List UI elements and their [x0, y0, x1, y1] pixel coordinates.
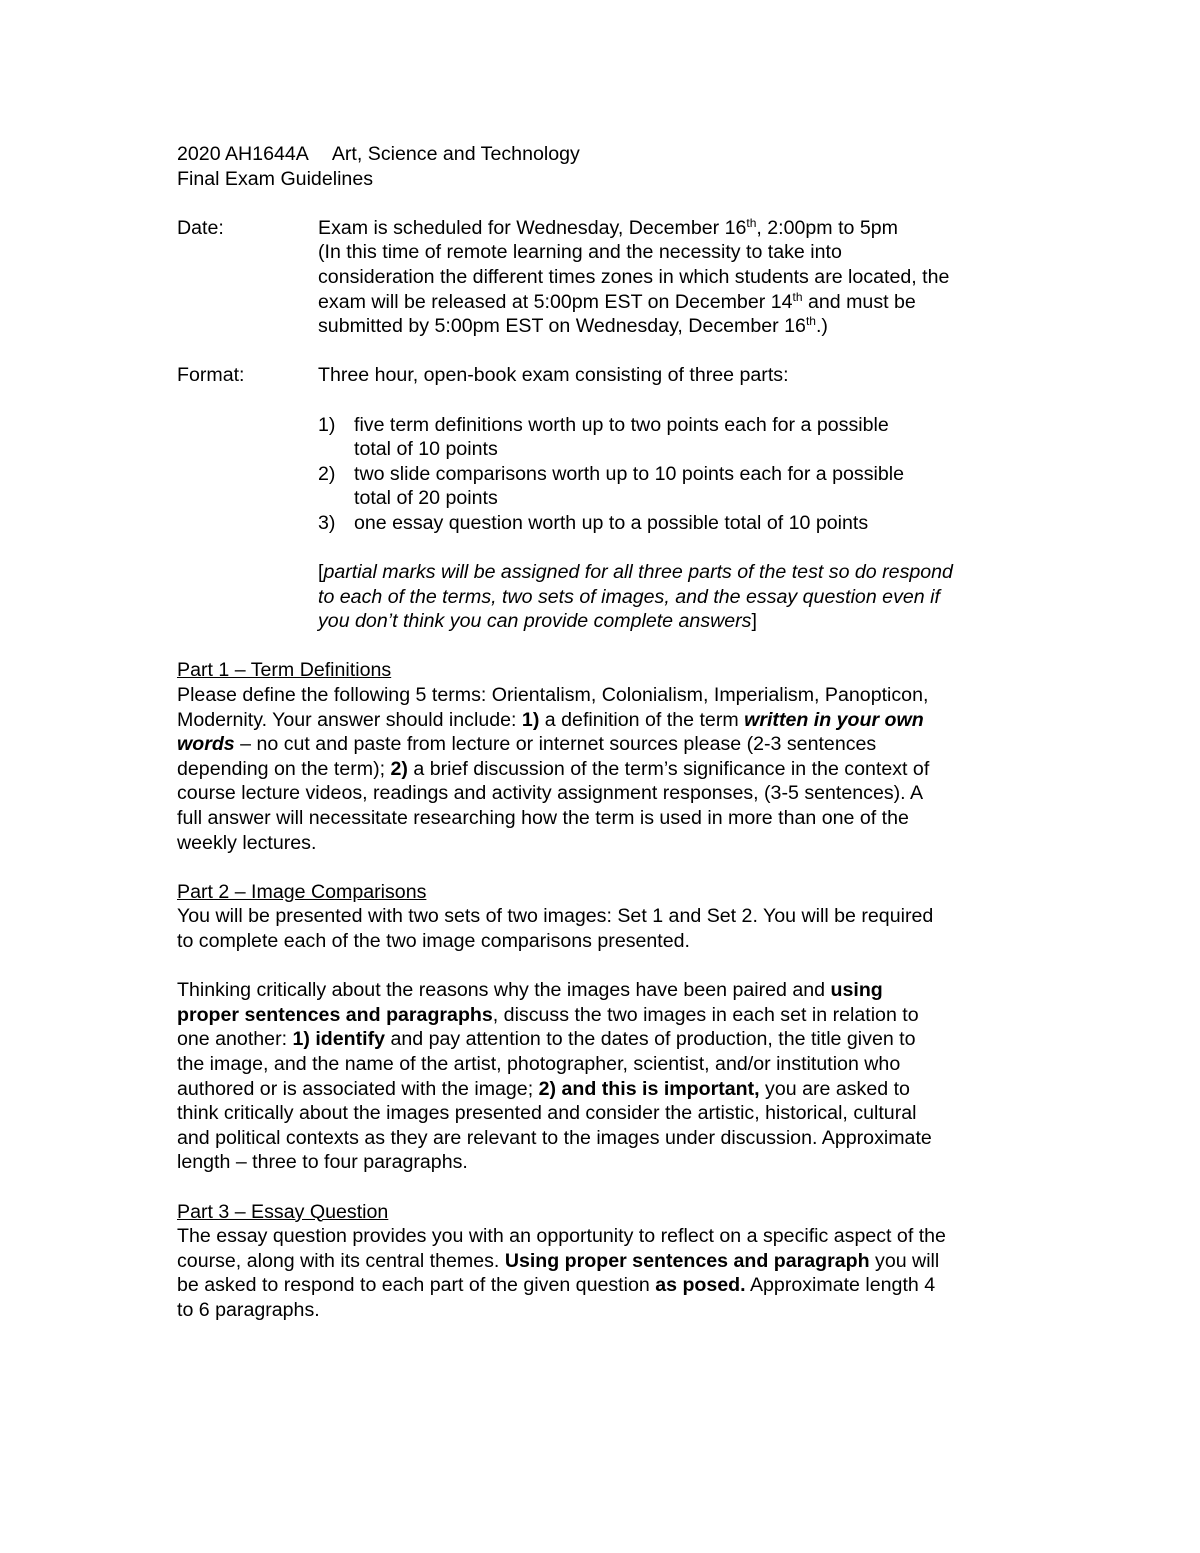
part2-heading: Part 2 – Image Comparisons [177, 880, 427, 903]
date-line: Exam is scheduled for Wednesday, December 16th, 2:00pm to 5pm [318, 215, 898, 239]
list-item: 3) one essay question worth up to a possible total of 10 points [318, 511, 869, 534]
part1-body: Please define the following 5 terms: Orientalism, Colonialism, Imperialism, Panopticon, Modernity. Your answer should include: 1) a definition of the term written in your own words – no cut and paste from lecture or internet sources please (2-3 sentences depending on the term); 2) a brief discussion of the term’s significance in the context of course lecture videos, readings and activity assignment responses, (3-5 sentences). A full answer will necessitate researching how the term is used in more than one of the weekly lectures. [177, 684, 930, 854]
document-body [177, 142, 1037, 1323]
format-value [318, 363, 1037, 634]
format-label: Format: [177, 364, 245, 387]
format-section [177, 363, 1037, 634]
date-label: Date: [177, 216, 224, 239]
date-value [318, 216, 1037, 339]
course-heading [177, 142, 1037, 167]
list-item: 2) two slide comparisons worth up to 10 points each for a possible total of 20 points [318, 462, 905, 510]
document-title: Final Exam Guidelines [177, 167, 374, 190]
part1-heading: Part 1 – Term Definitions [177, 659, 392, 682]
partial-marks-note: [partial marks will be assigned for all three parts of the test so do respond to each of the terms, two sets of images, and the essay question even if you don’t think you can provide complete answers] [318, 561, 953, 633]
date-line: consideration the different times zones in which students are located, the [318, 265, 950, 288]
date-section [177, 216, 1037, 339]
date-line: submitted by 5:00pm EST on Wednesday, December 16th.) [318, 314, 828, 338]
course-title: Art, Science and Technology [331, 143, 580, 165]
part3-heading: Part 3 – Essay Question [177, 1200, 389, 1223]
exam-parts-list [318, 413, 1037, 536]
list-item: 1) five term definitions worth up to two points each for a possible total of 10 points [318, 413, 889, 461]
date-line: exam will be released at 5:00pm EST on December 14th and must be [318, 289, 916, 313]
course-code: 2020 AH1644A [177, 143, 309, 165]
part3-body: The essay question provides you with an opportunity to reflect on a specific aspect of the course, along with its central themes. Using proper sentences and paragraph you will be asked to respond to each part of the given question as posed. Approximate length 4 to 6 paragraphs. [177, 1225, 946, 1321]
date-line: (In this time of remote learning and the necessity to take into [318, 241, 842, 264]
part2-body: You will be presented with two sets of two images: Set 1 and Set 2. You will be required to complete each of the two image comparisons presented. Thinking critically about the reasons why the images have been paired and using proper sentences and paragraphs, discuss the two images in each set in relation to one another: 1) identify and pay attention to the dates of production, the title given to the image, and the name of the artist, photographer, scientist, and/or institution who authored or is associated with the image; 2) and this is important, you are asked to think critically about the images presented and consider the artistic, historical, cultural and political contexts as they are relevant to the images under discussion. Approximate length – three to four paragraphs. [177, 905, 934, 1174]
format-intro: Three hour, open-book exam consisting of three parts: [318, 364, 789, 387]
